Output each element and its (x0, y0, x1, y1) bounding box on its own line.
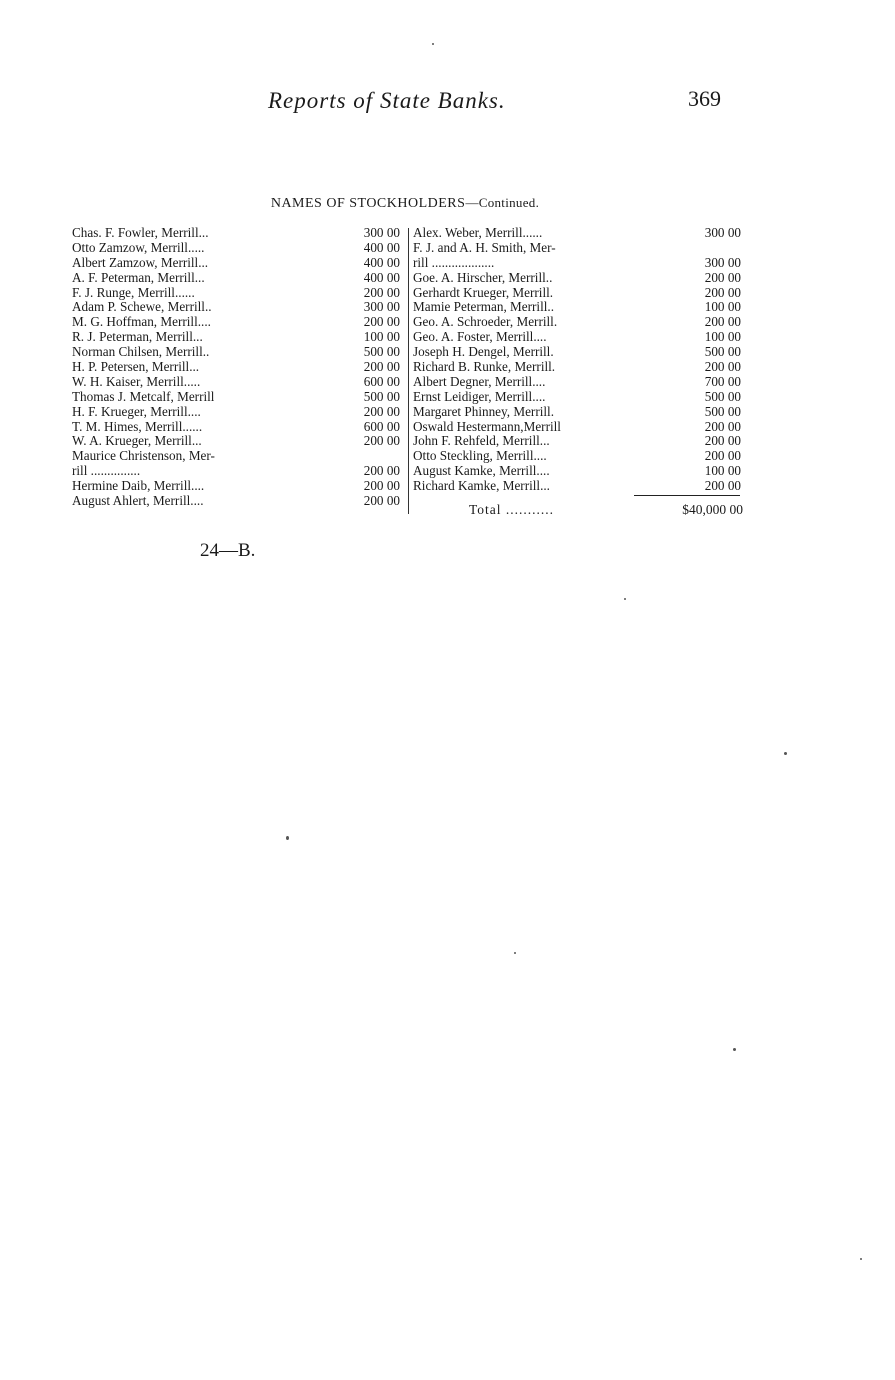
stockholder-name: Richard B. Runke, Merrill. (413, 360, 556, 374)
stockholder-name: Mamie Peterman, Merrill.. (413, 300, 554, 315)
stockholder-amount: 700 00 (704, 373, 741, 389)
stockholder-row (413, 434, 743, 449)
stockholder-amount: 500 00 (704, 344, 741, 360)
stockholder-name: Albert Zamzow, Merrill... (72, 255, 209, 270)
stockholder-amount: 100 00 (704, 329, 741, 345)
stockholder-row (72, 330, 402, 345)
stockholder-row (72, 241, 402, 256)
stockholder-name: H. F. Krueger, Merrill.... (72, 404, 201, 419)
scan-speck (784, 752, 787, 755)
stockholder-row (72, 420, 402, 435)
stockholder-name: August Ahlert, Merrill.... (72, 494, 204, 509)
stockholder-name: Alex. Weber, Merrill...... (413, 225, 543, 240)
stockholder-row (72, 345, 402, 360)
running-title: Reports of State Banks. (268, 88, 506, 113)
stockholder-row (72, 271, 402, 286)
stockholder-amount: 200 00 (704, 314, 741, 330)
stockholder-name: M. G. Hoffman, Merrill.... (72, 315, 211, 330)
stockholder-row (413, 375, 743, 390)
stockholder-row (72, 390, 402, 405)
stockholder-row (413, 420, 743, 435)
stockholder-amount: 600 00 (363, 373, 400, 389)
scan-speck (624, 598, 626, 600)
signature-mark: 24—B. (200, 540, 256, 561)
stockholder-row (413, 226, 743, 241)
stockholder-amount: 500 00 (704, 388, 741, 404)
stockholder-amount: 200 00 (704, 359, 741, 374)
scan-speck (514, 952, 516, 954)
stockholder-amount: 300 00 (704, 254, 741, 270)
stockholder-row (413, 286, 743, 301)
stockholder-row (72, 315, 402, 330)
stockholder-row (72, 256, 402, 271)
stockholder-name: Thomas J. Metcalf, Merrill (72, 389, 215, 404)
stockholder-row (72, 494, 402, 509)
stockholder-row (413, 271, 743, 286)
stockholder-amount: 400 00 (363, 269, 400, 285)
stockholder-row (413, 241, 743, 256)
total-row (413, 502, 743, 518)
stockholder-row (72, 375, 402, 390)
stockholder-row (413, 405, 743, 420)
stockholder-name: Otto Zamzow, Merrill..... (72, 240, 205, 255)
total-amount: $40,000 00 (682, 502, 743, 517)
section-heading-title: NAMES OF STOCKHOLDERS (270, 196, 466, 211)
stockholder-name: H. P. Petersen, Merrill... (72, 360, 200, 374)
scan-speck (432, 43, 434, 45)
stockholder-amount: 500 00 (363, 344, 400, 360)
stockholder-amount: 200 00 (363, 314, 400, 330)
stockholder-amount: 100 00 (363, 329, 400, 345)
stockholder-name: August Kamke, Merrill.... (413, 464, 550, 479)
stockholder-row (72, 464, 402, 479)
right-stockholder-column (413, 226, 743, 494)
stockholder-row (72, 405, 402, 420)
stockholder-amount: 600 00 (363, 418, 400, 434)
stockholder-name: rill ............... (72, 464, 141, 479)
stockholder-amount: 300 00 (363, 299, 400, 315)
stockholder-name: Oswald Hestermann,Merrill (413, 419, 561, 434)
stockholder-amount: 200 00 (704, 448, 741, 464)
stockholder-row (413, 360, 743, 375)
stockholder-name: F. J. Runge, Merrill...... (72, 285, 195, 300)
stockholder-row (413, 330, 743, 345)
stockholder-name: Joseph H. Dengel, Merrill. (413, 345, 554, 360)
stockholder-amount: 200 00 (704, 284, 741, 300)
stockholder-amount: 200 00 (704, 433, 741, 449)
stockholder-amount: 200 00 (704, 478, 741, 494)
section-heading (0, 195, 810, 212)
stockholder-row (413, 345, 743, 360)
stockholder-name: rill ................... (413, 255, 495, 270)
left-stockholder-column (72, 226, 402, 509)
stockholder-amount: 500 00 (363, 388, 400, 404)
stockholder-row (72, 300, 402, 315)
total-label: Total ........... (469, 502, 555, 517)
stockholder-amount: 200 00 (363, 403, 400, 419)
stockholder-row (72, 360, 402, 375)
stockholder-row (413, 449, 743, 464)
stockholder-row (72, 226, 402, 241)
stockholder-amount: 200 00 (363, 478, 400, 494)
stockholder-row (72, 286, 402, 301)
stockholder-row (72, 434, 402, 449)
scan-speck (286, 836, 289, 840)
stockholder-row (413, 479, 743, 494)
stockholder-amount: 100 00 (704, 463, 741, 479)
stockholder-amount: 400 00 (363, 254, 400, 270)
page-number: 369 (688, 86, 721, 111)
stockholder-name: John F. Rehfeld, Merrill... (413, 434, 550, 449)
stockholder-name: Geo. A. Foster, Merrill.... (413, 330, 547, 345)
stockholder-name: T. M. Himes, Merrill...... (72, 419, 203, 434)
stockholder-name: Norman Chilsen, Merrill.. (72, 345, 210, 360)
stockholder-amount: 200 00 (363, 493, 400, 509)
stockholder-name: A. F. Peterman, Merrill... (72, 270, 205, 285)
stockholder-amount: 300 00 (704, 224, 741, 240)
stockholder-amount: 300 00 (363, 224, 400, 240)
stockholder-name: Geo. A. Schroeder, Merrill. (413, 315, 558, 330)
stockholder-row (413, 300, 743, 315)
stockholder-name: Adam P. Schewe, Merrill.. (72, 300, 212, 315)
stockholder-row (413, 315, 743, 330)
stockholder-amount: 200 00 (363, 433, 400, 449)
column-divider (408, 228, 409, 514)
total-rule (634, 495, 740, 496)
stockholder-name: Maurice Christenson, Mer- (72, 449, 215, 464)
scan-speck (733, 1048, 736, 1051)
stockholder-amount: 200 00 (363, 284, 400, 300)
stockholder-name: Chas. F. Fowler, Merrill... (72, 225, 209, 240)
stockholder-name: Margaret Phinney, Merrill. (413, 404, 554, 419)
stockholder-amount: 100 00 (704, 299, 741, 315)
stockholder-row (72, 449, 402, 464)
stockholder-name: W. H. Kaiser, Merrill..... (72, 374, 201, 389)
stockholder-amount: 200 00 (363, 359, 400, 374)
stockholder-amount: 400 00 (363, 239, 400, 255)
stockholder-name: Hermine Daib, Merrill.... (72, 479, 205, 494)
stockholder-name: Gerhardt Krueger, Merrill. (413, 285, 554, 300)
stockholder-name: W. A. Krueger, Merrill... (72, 434, 202, 449)
stockholder-name: Ernst Leidiger, Merrill.... (413, 389, 546, 404)
stockholder-row (413, 256, 743, 271)
stockholder-amount: 500 00 (704, 403, 741, 419)
stockholder-name: Otto Steckling, Merrill.... (413, 449, 547, 464)
stockholder-name: Richard Kamke, Merrill... (413, 479, 550, 494)
scan-speck (860, 1258, 862, 1260)
stockholder-name: R. J. Peterman, Merrill... (72, 330, 203, 345)
stockholder-row (413, 464, 743, 479)
stockholder-amount: 200 00 (363, 463, 400, 479)
stockholder-amount: 200 00 (704, 418, 741, 434)
stockholder-row (413, 390, 743, 405)
stockholder-row (72, 479, 402, 494)
stockholder-amount: 200 00 (704, 269, 741, 285)
stockholder-name: F. J. and A. H. Smith, Mer- (413, 240, 556, 255)
stockholder-name: Goe. A. Hirscher, Merrill.. (413, 270, 553, 285)
stockholder-name: Albert Degner, Merrill.... (413, 374, 546, 389)
section-heading-continued: —Continued. (465, 195, 540, 210)
